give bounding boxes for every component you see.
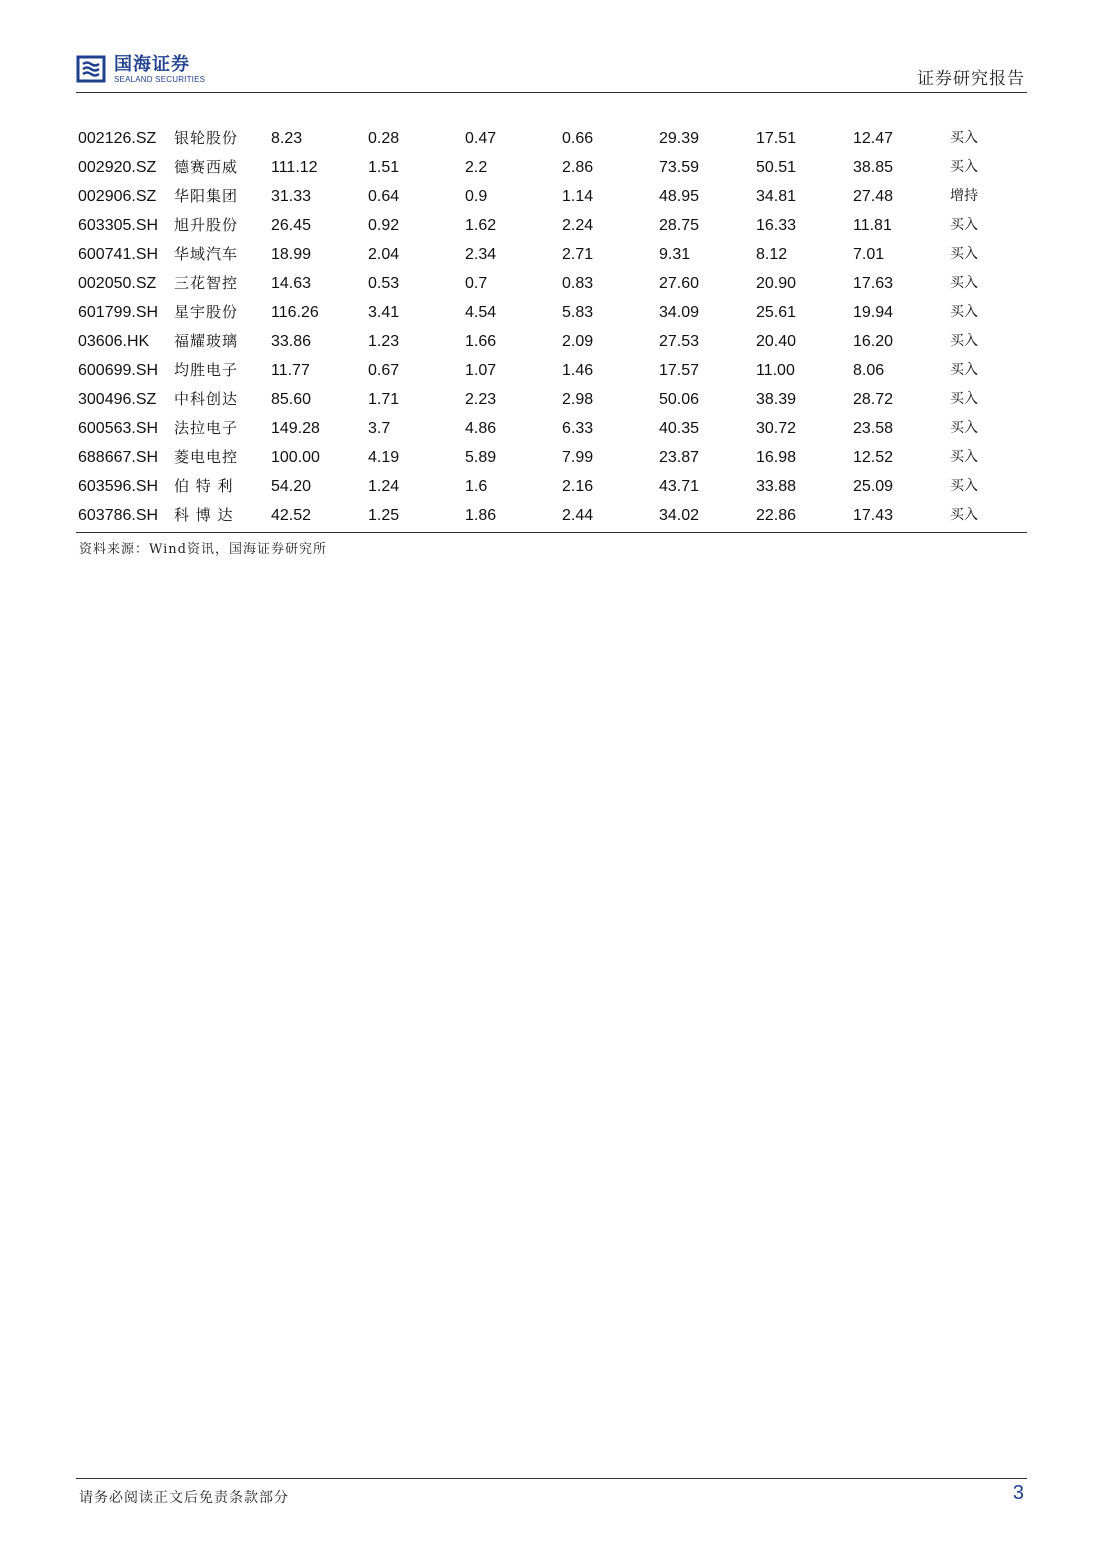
eps-1-cell: 1.51 <box>368 159 400 176</box>
pe-2-cell: 34.81 <box>756 188 797 205</box>
pe-2-cell: 20.90 <box>756 275 797 292</box>
table-row <box>76 124 1027 153</box>
rating-cell: 买入 <box>950 478 978 494</box>
eps-2-cell: 0.47 <box>465 130 497 147</box>
disclaimer-text: 请务必阅读正文后免责条款部分 <box>79 1490 289 1506</box>
eps-3-cell: 2.24 <box>562 217 594 234</box>
eps-3-cell: 0.66 <box>562 130 594 147</box>
table-row <box>76 298 1027 327</box>
page-header <box>76 50 1027 93</box>
valuation-table <box>76 124 1027 530</box>
stock-name-cell: 华阳集团 <box>174 187 239 205</box>
stock-name-cell: 中科创达 <box>174 390 239 408</box>
pe-2-cell: 16.98 <box>756 449 797 466</box>
eps-2-cell: 4.86 <box>465 420 497 437</box>
eps-1-cell: 1.24 <box>368 478 400 495</box>
eps-1-cell: 0.28 <box>368 130 400 147</box>
pe-3-cell: 27.48 <box>853 188 894 205</box>
pe-1-cell: 9.31 <box>659 246 691 263</box>
pe-1-cell: 27.60 <box>659 275 700 292</box>
price-cell: 26.45 <box>271 217 312 234</box>
eps-2-cell: 2.34 <box>465 246 497 263</box>
logo-english-name: SEALAND SECURITIES <box>114 74 206 84</box>
eps-1-cell: 0.64 <box>368 188 400 205</box>
eps-2-cell: 1.86 <box>465 507 497 524</box>
price-cell: 18.99 <box>271 246 312 263</box>
pe-3-cell: 38.85 <box>853 159 894 176</box>
price-cell: 33.86 <box>271 333 312 350</box>
pe-3-cell: 12.52 <box>853 449 894 466</box>
pe-3-cell: 8.06 <box>853 362 885 379</box>
eps-1-cell: 2.04 <box>368 246 400 263</box>
table-row <box>76 240 1027 269</box>
price-cell: 54.20 <box>271 478 312 495</box>
pe-1-cell: 29.39 <box>659 130 700 147</box>
rating-cell: 买入 <box>950 333 978 349</box>
eps-3-cell: 7.99 <box>562 449 594 466</box>
eps-1-cell: 0.92 <box>368 217 400 234</box>
pe-2-cell: 50.51 <box>756 159 797 176</box>
pe-3-cell: 17.63 <box>853 275 894 292</box>
rating-cell: 买入 <box>950 420 978 436</box>
stock-name-cell: 华域汽车 <box>174 245 239 263</box>
pe-1-cell: 34.09 <box>659 304 700 321</box>
eps-1-cell: 1.71 <box>368 391 400 408</box>
stock-code-cell: 603786.SH <box>78 507 159 524</box>
eps-1-cell: 3.7 <box>368 420 391 437</box>
stock-code-cell: 300496.SZ <box>78 391 157 408</box>
table-bottom-rule <box>76 532 1027 533</box>
stock-code-cell: 002920.SZ <box>78 159 157 176</box>
pe-2-cell: 11.00 <box>756 362 795 379</box>
eps-2-cell: 1.07 <box>465 362 497 379</box>
rating-cell: 增持 <box>950 188 978 204</box>
eps-2-cell: 4.54 <box>465 304 497 321</box>
stock-code-cell: 603305.SH <box>78 217 159 234</box>
rating-cell: 买入 <box>950 159 978 175</box>
pe-1-cell: 17.57 <box>659 362 700 379</box>
stock-code-cell: 002126.SZ <box>78 130 157 147</box>
eps-3-cell: 2.98 <box>562 391 594 408</box>
stock-code-cell: 600563.SH <box>78 420 159 437</box>
eps-3-cell: 2.16 <box>562 478 594 495</box>
eps-2-cell: 2.23 <box>465 391 497 408</box>
price-cell: 85.60 <box>271 391 312 408</box>
stock-code-cell: 601799.SH <box>78 304 159 321</box>
valuation-table-body <box>76 124 1027 530</box>
pe-2-cell: 33.88 <box>756 478 797 495</box>
rating-cell: 买入 <box>950 275 978 291</box>
stock-name-cell: 福耀玻璃 <box>174 332 239 350</box>
table-row <box>76 327 1027 356</box>
eps-3-cell: 1.14 <box>562 188 594 205</box>
table-row <box>76 385 1027 414</box>
pe-1-cell: 43.71 <box>659 478 700 495</box>
eps-3-cell: 0.83 <box>562 275 594 292</box>
table-row <box>76 269 1027 298</box>
eps-1-cell: 3.41 <box>368 304 400 321</box>
pe-1-cell: 48.95 <box>659 188 700 205</box>
rating-cell: 买入 <box>950 507 978 523</box>
stock-code-cell: 03606.HK <box>78 333 150 350</box>
pe-3-cell: 19.94 <box>853 304 894 321</box>
pe-2-cell: 25.61 <box>756 304 797 321</box>
pe-3-cell: 17.43 <box>853 507 894 524</box>
price-cell: 111.12 <box>271 159 318 176</box>
pe-1-cell: 50.06 <box>659 391 700 408</box>
pe-1-cell: 28.75 <box>659 217 700 234</box>
table-row <box>76 153 1027 182</box>
price-cell: 149.28 <box>271 420 320 437</box>
table-row <box>76 182 1027 211</box>
pe-2-cell: 30.72 <box>756 420 797 437</box>
price-cell: 11.77 <box>271 362 310 379</box>
rating-cell: 买入 <box>950 391 978 407</box>
sealand-logo <box>76 54 205 84</box>
pe-2-cell: 17.51 <box>756 130 797 147</box>
source-note: 资料来源：Wind资讯，国海证券研究所 <box>79 542 327 557</box>
eps-1-cell: 4.19 <box>368 449 400 466</box>
eps-1-cell: 0.53 <box>368 275 400 292</box>
pe-2-cell: 20.40 <box>756 333 797 350</box>
eps-2-cell: 1.66 <box>465 333 497 350</box>
pe-3-cell: 7.01 <box>853 246 885 263</box>
stock-name-cell: 均胜电子 <box>174 361 239 379</box>
pe-2-cell: 8.12 <box>756 246 788 263</box>
sealand-logo-icon <box>76 54 106 84</box>
pe-1-cell: 23.87 <box>659 449 700 466</box>
pe-3-cell: 28.72 <box>853 391 894 408</box>
eps-3-cell: 2.86 <box>562 159 594 176</box>
rating-cell: 买入 <box>950 246 978 262</box>
table-row <box>76 443 1027 472</box>
stock-code-cell: 600699.SH <box>78 362 159 379</box>
eps-3-cell: 2.71 <box>562 246 594 263</box>
pe-1-cell: 27.53 <box>659 333 700 350</box>
rating-cell: 买入 <box>950 130 978 146</box>
table-row <box>76 501 1027 530</box>
price-cell: 14.63 <box>271 275 312 292</box>
stock-name-cell: 菱电电控 <box>174 448 239 466</box>
stock-code-cell: 600741.SH <box>78 246 159 263</box>
pe-1-cell: 73.59 <box>659 159 700 176</box>
pe-3-cell: 16.20 <box>853 333 894 350</box>
rating-cell: 买入 <box>950 304 978 320</box>
price-cell: 8.23 <box>271 130 303 147</box>
stock-name-cell: 银轮股份 <box>174 129 239 147</box>
pe-3-cell: 11.81 <box>853 217 892 234</box>
pe-2-cell: 38.39 <box>756 391 797 408</box>
stock-code-cell: 688667.SH <box>78 449 159 466</box>
stock-name-cell: 伯 特 利 <box>174 477 234 495</box>
table-row <box>76 472 1027 501</box>
table-row <box>76 356 1027 385</box>
pe-1-cell: 34.02 <box>659 507 700 524</box>
eps-3-cell: 2.09 <box>562 333 594 350</box>
rating-cell: 买入 <box>950 217 978 233</box>
stock-name-cell: 星宇股份 <box>174 303 239 321</box>
eps-2-cell: 0.9 <box>465 188 488 205</box>
stock-code-cell: 002906.SZ <box>78 188 157 205</box>
report-type-label: 证券研究报告 <box>917 69 1025 89</box>
stock-name-cell: 三花智控 <box>174 274 239 292</box>
stock-name-cell: 法拉电子 <box>174 419 239 437</box>
stock-name-cell: 科 博 达 <box>174 506 234 524</box>
table-row <box>76 211 1027 240</box>
eps-2-cell: 1.6 <box>465 478 488 495</box>
page-number: 3 <box>1012 1482 1024 1504</box>
eps-3-cell: 5.83 <box>562 304 594 321</box>
eps-2-cell: 0.7 <box>465 275 488 292</box>
table-row <box>76 414 1027 443</box>
eps-3-cell: 6.33 <box>562 420 594 437</box>
price-cell: 100.00 <box>271 449 320 466</box>
logo-chinese-name: 国海证券 <box>114 53 190 75</box>
eps-3-cell: 1.46 <box>562 362 594 379</box>
rating-cell: 买入 <box>950 362 978 378</box>
price-cell: 31.33 <box>271 188 312 205</box>
footer-rule <box>76 1478 1027 1479</box>
stock-name-cell: 德赛西威 <box>174 158 239 176</box>
price-cell: 116.26 <box>271 304 319 321</box>
stock-name-cell: 旭升股份 <box>174 216 239 234</box>
pe-1-cell: 40.35 <box>659 420 700 437</box>
rating-cell: 买入 <box>950 449 978 465</box>
eps-2-cell: 1.62 <box>465 217 497 234</box>
pe-3-cell: 25.09 <box>853 478 894 495</box>
stock-code-cell: 603596.SH <box>78 478 159 495</box>
eps-1-cell: 0.67 <box>368 362 400 379</box>
eps-1-cell: 1.25 <box>368 507 400 524</box>
stock-code-cell: 002050.SZ <box>78 275 157 292</box>
pe-2-cell: 16.33 <box>756 217 797 234</box>
eps-3-cell: 2.44 <box>562 507 594 524</box>
pe-3-cell: 12.47 <box>853 130 894 147</box>
pe-2-cell: 22.86 <box>756 507 797 524</box>
pe-3-cell: 23.58 <box>853 420 894 437</box>
price-cell: 42.52 <box>271 507 312 524</box>
eps-2-cell: 2.2 <box>465 159 488 176</box>
eps-1-cell: 1.23 <box>368 333 400 350</box>
eps-2-cell: 5.89 <box>465 449 497 466</box>
